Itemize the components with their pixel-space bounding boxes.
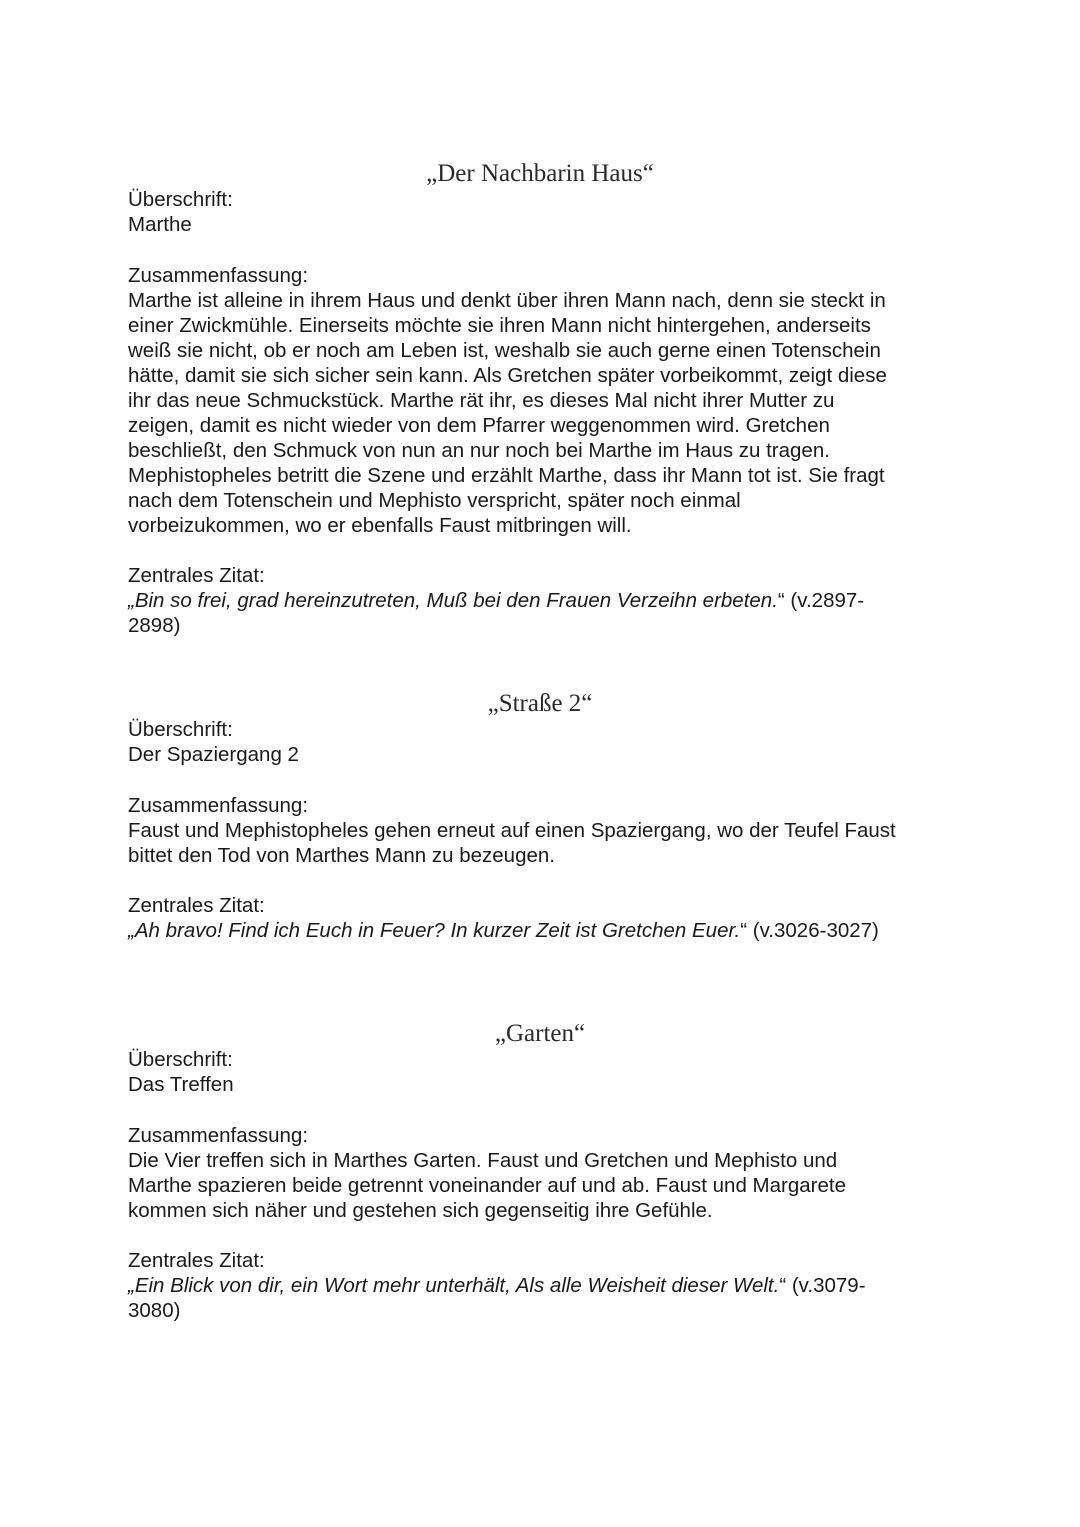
quote-label: Zentrales Zitat:	[128, 564, 265, 587]
summary-line: beschließt, den Schmuck von nun an nur noch bei Marthe im Haus zu tragen.	[128, 439, 830, 462]
quote-reference: “ (v.3079-	[779, 1274, 866, 1297]
scene-title: „Straße 2“	[487, 690, 593, 717]
quote-reference: “ (v.3026-3027)	[740, 919, 879, 942]
heading-block	[128, 187, 958, 237]
summary-line: bittet den Tod von Marthes Mann zu bezeugen.	[128, 844, 555, 867]
summary-block	[128, 1123, 958, 1223]
quote-label: Zentrales Zitat:	[128, 894, 265, 917]
summary-line: vorbeizukommen, wo er ebenfalls Faust mitbringen will.	[128, 514, 632, 537]
summary-line: Marthe ist alleine in ihrem Haus und denkt über ihren Mann nach, denn sie steckt in	[128, 289, 886, 312]
summary-line: einer Zwickmühle. Einerseits möchte sie ihren Mann nicht hintergehen, anderseits	[128, 314, 871, 337]
quote-block	[128, 563, 958, 638]
quote-label: Zentrales Zitat:	[128, 1249, 265, 1272]
quote-text: „Bin so frei, grad hereinzutreten, Muß bei den Frauen Verzeihn erbeten.	[128, 589, 778, 612]
summary-line: zeigen, damit es nicht wieder von dem Pfarrer weggenommen wird. Gretchen	[128, 414, 830, 437]
heading-label: Überschrift:	[128, 1048, 233, 1071]
summary-label: Zusammenfassung:	[128, 264, 309, 287]
quote-reference-continued: 3080)	[128, 1299, 181, 1322]
scene-title: „Garten“	[494, 1020, 586, 1047]
quote-block	[128, 1248, 958, 1323]
scene-title: „Der Nachbarin Haus“	[426, 160, 654, 187]
summary-line: hätte, damit sie sich sicher sein kann. Als Gretchen später vorbeikommt, zeigt diese	[128, 364, 887, 387]
summary-line: Marthe spazieren beide getrennt voneinander auf und ab. Faust und Margarete	[128, 1174, 846, 1197]
quote-text: „Ein Blick von dir, ein Wort mehr unterhält, Als alle Weisheit dieser Welt.	[128, 1274, 780, 1297]
quote-reference: “ (v.2897-	[777, 589, 865, 612]
quote-line	[128, 918, 958, 943]
summary-block	[128, 263, 958, 538]
summary-line: kommen sich näher und gestehen sich gegenseitig ihre Gefühle.	[128, 1199, 713, 1222]
quote-line	[128, 588, 958, 613]
heading-value: Das Treffen	[128, 1073, 234, 1096]
heading-value: Marthe	[128, 213, 192, 236]
quote-reference-continued: 2898)	[128, 614, 181, 637]
heading-value: Der Spaziergang 2	[128, 743, 299, 766]
quote-line	[128, 1273, 958, 1298]
summary-line: Die Vier treffen sich in Marthes Garten. Faust und Gretchen und Mephisto und	[128, 1149, 838, 1172]
summary-line: weiß sie nicht, ob er noch am Leben ist, weshalb sie auch gerne einen Totenschein	[128, 339, 881, 362]
summary-line: nach dem Totenschein und Mephisto verspricht, später noch einmal	[128, 489, 741, 512]
summary-label: Zusammenfassung:	[128, 794, 309, 817]
heading-label: Überschrift:	[128, 718, 233, 741]
summary-block	[128, 793, 958, 868]
summary-line: Mephistopheles betritt die Szene und erzählt Marthe, dass ihr Mann tot ist. Sie fragt	[128, 464, 885, 487]
heading-block	[128, 717, 958, 767]
summary-line: Faust und Mephistopheles gehen erneut auf einen Spaziergang, wo der Teufel Faust	[128, 819, 896, 842]
heading-label: Überschrift:	[128, 188, 233, 211]
summary-label: Zusammenfassung:	[128, 1124, 309, 1147]
quote-text: „Ah bravo! Find ich Euch in Feuer? In kurzer Zeit ist Gretchen Euer.	[128, 919, 741, 942]
quote-block	[128, 893, 958, 943]
heading-block	[128, 1047, 958, 1097]
summary-line: ihr das neue Schmuckstück. Marthe rät ihr, es dieses Mal nicht ihrer Mutter zu	[128, 389, 835, 412]
